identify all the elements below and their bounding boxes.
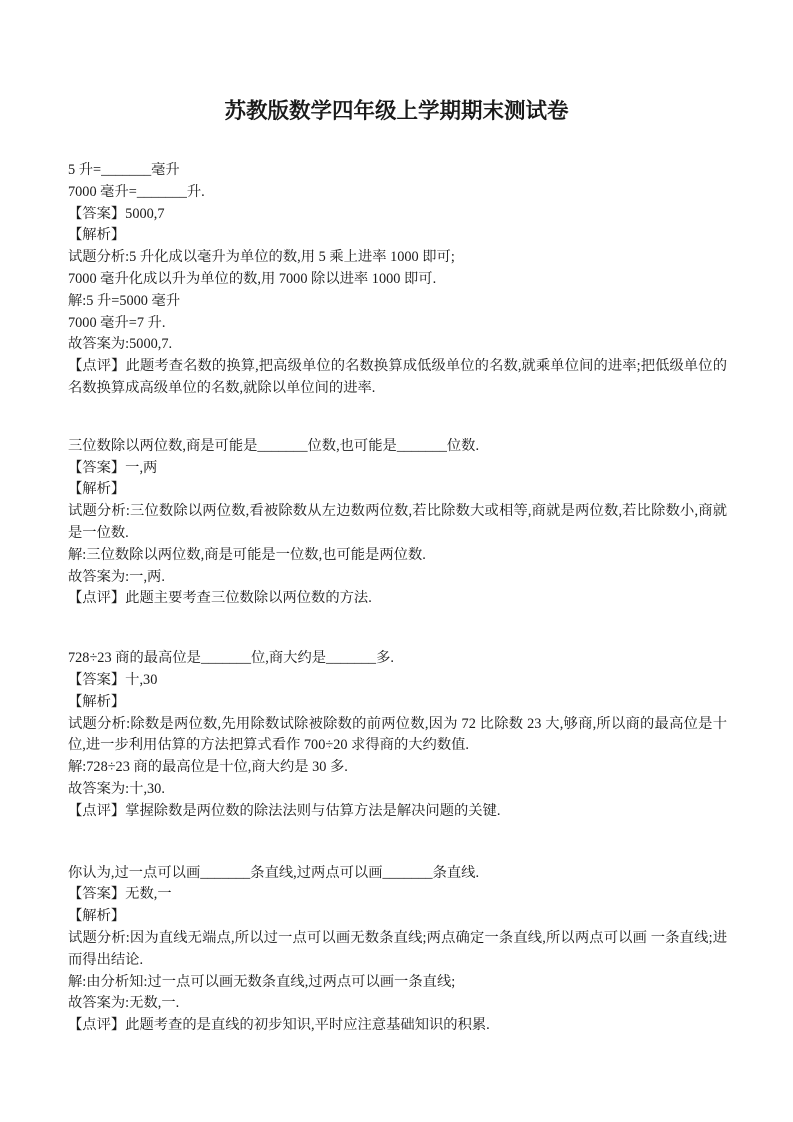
question-3-answer: 【答案】十,30 bbox=[68, 671, 158, 688]
question-1-prompt-line-2: 7000 毫升=_______升. bbox=[68, 183, 205, 200]
question-3-solution-conclusion: 故答案为:十,30. bbox=[68, 780, 165, 797]
question-4-answer: 【答案】无数,一 bbox=[68, 886, 172, 903]
question-4-solution-line-1: 解:由分析知:过一点可以画无数条直线,过两点可以画一条直线; bbox=[68, 973, 456, 990]
question-2-prompt-line-1: 三位数除以两位数,商是可能是_______位数,也可能是_______位数. bbox=[68, 437, 480, 454]
question-1-prompt-line-1: 5 升=_______毫升 bbox=[68, 162, 180, 178]
question-1-solution-line-2: 7000 毫升=7 升. bbox=[68, 314, 166, 331]
question-1-comment: 【点评】此题考查名数的换算,把高级单位的名数换算成低级单位的名数,就乘单位间的进率;把低级单位的名数换算成高级单位的名数,就除以单位间的进率. bbox=[68, 358, 727, 396]
question-1-analysis-paragraph-2: 7000 毫升化成以升为单位的数,用 7000 除以进率 1000 即可. bbox=[68, 270, 437, 287]
question-2-solution-conclusion: 故答案为:一,两. bbox=[68, 568, 165, 585]
question-3-solution-line-1: 解:728÷23 商的最高位是十位,商大约是 30 多. bbox=[68, 759, 348, 776]
question-1-analysis-heading: 【解析】 bbox=[68, 227, 126, 244]
question-block-1 bbox=[68, 160, 727, 400]
question-4-solution-conclusion: 故答案为:无数,一. bbox=[68, 995, 180, 1012]
question-1-solution-conclusion: 故答案为:5000,7. bbox=[68, 336, 173, 353]
question-4-analysis-paragraph-1: 试题分析:因为直线无端点,所以过一点可以画无数条直线;两点确定一条直线,所以两点可以画 一条直线;进而得出结论. bbox=[68, 929, 727, 968]
question-1-answer: 【答案】5000,7 bbox=[68, 205, 165, 222]
question-1-analysis-paragraph-1: 试题分析:5 升化成以毫升为单位的数,用 5 乘上进率 1000 即可; bbox=[68, 249, 455, 266]
question-4-analysis-heading: 【解析】 bbox=[68, 908, 126, 925]
question-2-analysis-heading: 【解析】 bbox=[68, 481, 126, 498]
question-block-4 bbox=[68, 863, 727, 1037]
page-title: 苏教版数学四年级上学期期末测试卷 bbox=[224, 99, 569, 123]
question-2-analysis-paragraph-1: 试题分析:三位数除以两位数,看被除数从左边数两位数,若比除数大或相等,商就是两位数,若比除数小,商就是一位数. bbox=[68, 503, 727, 541]
question-4-prompt-line-1: 你认为,过一点可以画_______条直线,过两点可以画_______条直线. bbox=[68, 864, 480, 881]
question-3-comment: 【点评】掌握除数是两位数的除法法则与估算方法是解决问题的关键. bbox=[68, 802, 501, 819]
question-3-prompt-line-1: 728÷23 商的最高位是_______位,商大约是_______多. bbox=[68, 650, 394, 667]
question-3-analysis-paragraph-1: 试题分析:除数是两位数,先用除数试除被除数的前两位数,因为 72 比除数 23 大,够商,所以商的最高位是十位,进一步利用估算的方法把算式看作 700÷20 求得商的大约数值. bbox=[68, 715, 727, 754]
question-block-2 bbox=[68, 436, 727, 610]
question-2-solution-line-1: 解:三位数除以两位数,商是可能是一位数,也可能是两位数. bbox=[68, 546, 426, 563]
question-3-analysis-heading: 【解析】 bbox=[68, 693, 126, 710]
question-2-comment: 【点评】此题主要考查三位数除以两位数的方法. bbox=[68, 590, 372, 607]
question-1-solution-line-1: 解:5 升=5000 毫升 bbox=[68, 292, 181, 309]
question-4-comment: 【点评】此题考查的是直线的初步知识,平时应注意基础知识的积累. bbox=[68, 1017, 490, 1034]
question-block-3 bbox=[68, 648, 727, 822]
question-2-answer: 【答案】一,两 bbox=[68, 459, 158, 476]
document-content bbox=[0, 160, 793, 1037]
